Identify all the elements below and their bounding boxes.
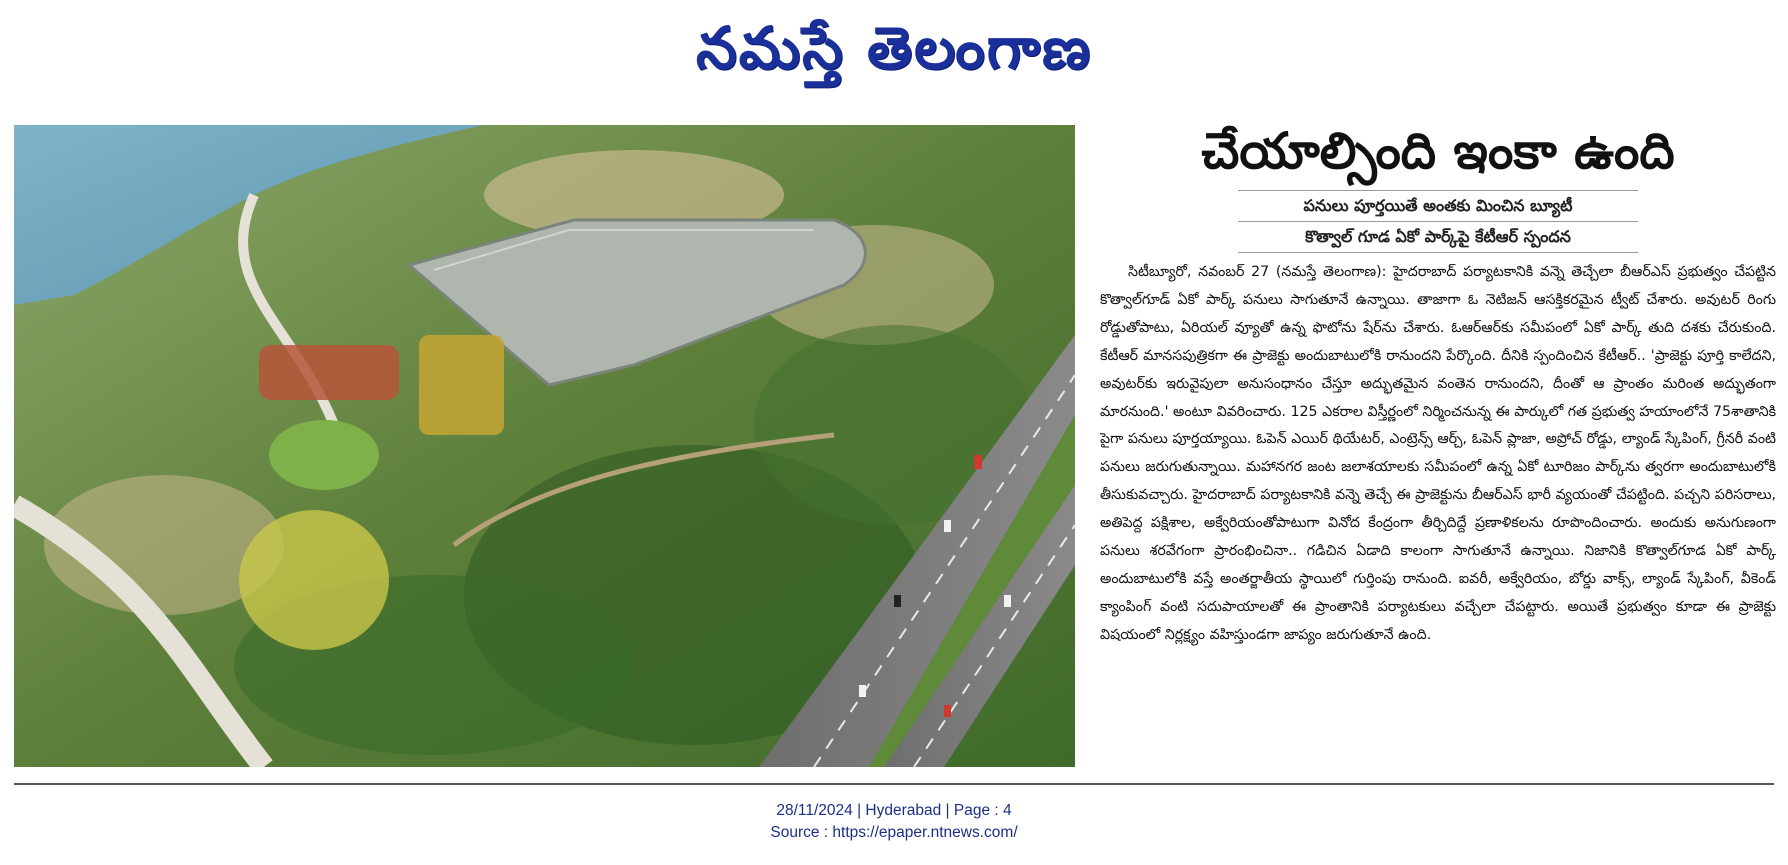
subheadings — [1238, 190, 1638, 253]
footer-meta: 28/11/2024 | Hyderabad | Page : 4 — [776, 802, 1012, 819]
subheading-1: పనులు పూర్తయితే అంతకు మించిన బ్యూటీ — [1303, 196, 1573, 215]
article-body: సిటీబ్యూరో, నవంబర్ 27 (నమస్తే తెలంగాణ): హైదరాబాద్ పర్యాటకానికి వన్నె తెచ్చేలా బీఆర్ఎస్ ప్రభుత్వం చేపట్టిన కొత్వాల్‌గూడ్ ఏకో పార్క్ పనులు సాగుతూనే ఉన్నాయి. తాజాగా ఓ నెటిజన్ ఆసక్తికరమైన ట్వీట్ చేశారు. అవుటర్ రింగు రోడ్డుతోపాటు, ఏరియల్ వ్యూతో ఉన్న ఫొటోను షేర్‌ను చేశారు. ఓఆర్ఆర్‌కు సమీపంలో ఏకో పార్క్ తుది దశకు చేరుకుంది. కేటీఆర్ మానసపుత్రికగా ఈ ప్రాజెక్టు అందుబాటులోకి రానుందని పేర్కొంది. దీనికి స్పందించిన కేటీఆర్.. 'ప్రాజెక్టు పూర్తి కాలేదని, అవుటర్‌కు ఇరువైపులా అనుసంధానం చేస్తూ అద్భుతమైన వంతెన రానుందని, దీంతో ఆ ప్రాంతం మరింత అద్భుతంగా మారనుంది.' అంటూ వివరించారు. 125 ఎకరాల విస్తీర్ణంలో నిర్మించనున్న ఈ పార్కులో గత ప్రభుత్వ హయాంలోనే 75శాతానికి పైగా పనులు పూర్తయ్యాయి. ఓపెన్ ఎయిర్ థియేటర్, ఎంట్రెన్స్ ఆర్చ్, ఓపెన్ ప్లాజా, అప్రోచ్ రోడ్డు, ల్యాండ్ స్కేపింగ్, గ్రీనరీ వంటి పనులు జరుగుతున్నాయి. మహానగర జంట జలాశయాలకు సమీపంలో ఉన్న ఏకో టూరిజం పార్క్‌ను త్వరగా అందుబాటులోకి తీసుకువచ్చారు. హైదరాబాద్ పర్యాటకానికి వన్నె తెచ్చే ఈ ప్రాజెక్టును బీఆర్ఎస్ భారీ వ్యయంతో చేపట్టింది. పచ్చని పరిసరాలు, అతిపెద్ద పక్షిశాల, అక్వేరియంతోపాటుగా వినోద కేంద్రంగా తీర్చిదిద్దే ప్రణాళికలను రూపొందించారు. అందుకు అనుగుణంగా పనులు శరవేగంగా ప్రారంభించినా.. గడిచిన ఏడాది కాలంగా సాగుతూనే ఉన్నాయి. నిజానికి కొత్వాల్‌గూడ ఏకో పార్క్ అందుబాటులోకి వస్తే అంతర్జాతీయ స్థాయిలో గుర్తింపు రానుంది. ఐవరీ, అక్వేరియం, బోర్డు వాక్స్, ల్యాండ్ స్కేపింగ్, వీకెండ్ క్యాంపింగ్ వంటి సదుపాయాలతో ఈ ప్రాంతానికి పర్యాటకులు వచ్చేలా చేపట్టారు. అయితే ప్రభుత్వం కూడా ఈ ప్రాజెక్టు విషయంలో నిర్లక్ష్యం వహిస్తుండగా జాప్యం జరుగుతూనే ఉంది. — [1100, 264, 1776, 643]
footer-divider — [14, 783, 1774, 785]
subheading-2: కొత్వాల్ గూడ ఏకో పార్క్‌పై కేటీఆర్ స్పందన — [1238, 221, 1638, 252]
article — [1100, 118, 1776, 778]
aerial-photo-illustration — [14, 125, 1075, 767]
headline: చేయాల్సింది ఇంకా ఉంది — [1201, 122, 1675, 180]
footer — [0, 800, 1788, 844]
aerial-photo — [14, 125, 1075, 767]
masthead — [0, 0, 1788, 110]
masthead-logo: నమస్తే తెలంగాణ — [696, 13, 1092, 82]
footer-source: Source : https://epaper.ntnews.com/ — [770, 824, 1018, 841]
